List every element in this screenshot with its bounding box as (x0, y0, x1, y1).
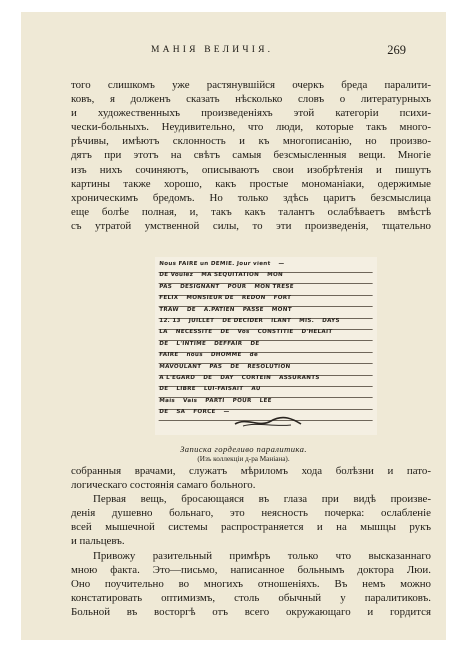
handwritten-word: LA (159, 329, 168, 336)
figure-caption (21, 444, 446, 463)
text-line: Оно поучительно во многихъ отношеніяхъ. Въ немъ можно (71, 577, 431, 590)
text-line: еще болѣе полная, и, такъ какъ талантъ ослабѣваетъ вмѣстѣ (71, 205, 431, 218)
handwritten-line (159, 284, 374, 296)
handwritten-word: A L'EGARD (159, 375, 196, 381)
handwritten-word: MAVOULANT (159, 363, 202, 370)
handwritten-word: DAY (220, 375, 234, 381)
handwritten-line (159, 398, 374, 410)
handwritten-line (159, 352, 374, 364)
handwritten-word: TRAW (159, 306, 179, 313)
handwritten-line (159, 272, 374, 284)
handwritten-word: DAYS (321, 318, 341, 324)
handwritten-word: D'HELAIT (301, 329, 333, 336)
handwritten-word: LEE (259, 397, 272, 404)
handwritten-word: Vos (237, 329, 250, 336)
text-line: мною факта. Это—письмо, написанное больнымъ доктора Люи. (71, 563, 431, 576)
text-line: того слишкомъ уже растянувшійся очеркъ бреда паралити- (71, 79, 431, 91)
handwritten-word: MONT (271, 306, 292, 313)
caption-source: (Изъ коллекціи д-ра Манiана). (197, 455, 290, 463)
running-head (21, 45, 446, 61)
signature-flourish (233, 415, 303, 429)
handwritten-line (159, 341, 374, 353)
text-line: денія душевно больнаго, это неясность почерка: ослабленіе (71, 507, 431, 520)
handwritten-word: NECESSITE (175, 329, 213, 336)
handwritten-word: DE (159, 409, 169, 416)
handwritten-word: SA (176, 409, 186, 416)
page-number: 269 (387, 43, 406, 57)
handwritten-word: ILANT (270, 318, 292, 324)
handwritten-word: — (278, 261, 285, 267)
handwritten-word: DE Voulez (159, 272, 194, 279)
handwritten-word: PASSE (242, 306, 264, 313)
text-line: Больной въ восторгѣ отъ всего окружающаго и гордится (71, 605, 431, 618)
text-line: съ утратой умственной силы, то эти произведенія, тщательно (71, 219, 431, 232)
handwritten-word: DE (159, 340, 169, 347)
handwritten-word: DE (186, 306, 197, 313)
handwritten-word: 12. 13 (159, 318, 181, 324)
caption-title: Записка горделиво паралитика. (180, 444, 307, 454)
handwritten-word: POUR (232, 397, 252, 404)
handwritten-word: FORCE (193, 409, 216, 416)
text-line: рѣчивы, имѣютъ склонность и къ многописанію, но произво- (71, 135, 431, 148)
handwritten-word: Nous FAIRE un DEMIE. Jour vient (159, 261, 271, 267)
handwritten-word: DE (250, 340, 260, 347)
handwritten-line (159, 307, 374, 319)
handwritten-word: CORTEIN (241, 375, 272, 381)
text-block-bottom (71, 464, 431, 619)
handwritten-word: MA SEQUITATION (200, 272, 260, 279)
handwritten-line (159, 295, 374, 307)
text-block-top (71, 78, 431, 233)
handwritten-word: ASSURANTS (278, 375, 320, 381)
text-line: констатировать оптимизмъ, столь обычный у паралитиковъ. (71, 591, 431, 604)
text-line: Привожу разительный примѣръ только что высказаннаго (93, 549, 431, 562)
handwritten-word: FELIX (159, 295, 179, 302)
handwritten-word: PAS (209, 363, 223, 370)
text-line: и пальцевъ. (71, 535, 125, 548)
text-line: чески-больныхъ. Неудивительно, что люди, которые такъ много- (71, 121, 431, 134)
handwritten-word: nous (186, 352, 203, 359)
handwritten-word: DE (202, 375, 213, 381)
handwritten-word: POUR (227, 283, 247, 290)
handwritten-word: MIS. (298, 318, 315, 324)
handwritten-word: A.PATIEN (203, 306, 235, 313)
handwritten-word: Vais (182, 397, 198, 404)
handwritten-note-figure (155, 257, 377, 435)
handwritten-word: PAS (159, 283, 173, 290)
text-line: Первая вещь, бросающаяся въ глаза при видѣ произве- (93, 493, 431, 506)
handwritten-word: FAIRE (159, 352, 179, 359)
handwritten-word: REDON (241, 295, 266, 302)
text-line: и художественныхъ произведеніяхъ этой категоріи психи- (71, 107, 431, 120)
handwritten-word: DE (159, 386, 169, 393)
handwritten-word: MON TRESE (254, 283, 294, 290)
running-title: МАНІЯ ВЕЛИЧІЯ. (151, 45, 274, 55)
handwritten-line (159, 364, 374, 376)
book-page (21, 12, 446, 640)
handwritten-word: MON (266, 272, 284, 279)
handwritten-word: PARTI (205, 397, 225, 404)
handwritten-word: JUILLET (188, 318, 215, 324)
handwritten-word: CONSTITIE (257, 329, 294, 336)
handwritten-word: DHOMME (210, 352, 242, 359)
handwritten-word: — (223, 409, 230, 416)
handwritten-word: DEFFAIR (213, 340, 243, 347)
text-line: всей мышечной системы распространяется и на мышцы рукъ (71, 521, 431, 534)
handwritten-word: L'INTIME (176, 340, 207, 347)
text-line: собранныя врачами, служатъ мѣриломъ хода болѣзни и пато- (71, 465, 431, 477)
handwritten-word: de (249, 352, 259, 359)
text-line: изъ нихъ сочиняютъ, описываютъ свои изобрѣтенія и пишутъ (71, 163, 431, 176)
handwritten-word: LUI-FAISAIT (203, 386, 244, 393)
handwritten-word: DESIGNANT (179, 283, 220, 290)
handwritten-word: RESOLUTION (247, 363, 291, 370)
text-line: дятъ при этотъ на свѣтъ самыя безсмысленныя вещи. Многіе (71, 149, 431, 162)
handwritten-word: FORT (273, 295, 292, 302)
handwritten-line (159, 329, 374, 341)
handwritten-line (159, 386, 374, 398)
handwritten-word: MONSIEUR DE (186, 295, 235, 302)
handwritten-word: DE (229, 363, 240, 370)
handwritten-word: LIBRE (176, 386, 197, 393)
text-line: хроническимъ бредомъ. Но только здѣсь царитъ безсмыслица (71, 191, 431, 204)
text-line: картины также хорошо, какъ простые мономаніаки, одержимые (71, 177, 431, 190)
handwritten-word: DE DECIDER (222, 318, 264, 324)
handwritten-word: DE (220, 329, 230, 336)
handwritten-word: AU (251, 386, 261, 393)
text-line: логическаго состоянія самаго больного. (71, 479, 256, 492)
text-line: ковъ, я долженъ сказать нѣсколько словъ о литературныхъ (71, 93, 431, 106)
handwritten-word: Mais (159, 397, 176, 404)
